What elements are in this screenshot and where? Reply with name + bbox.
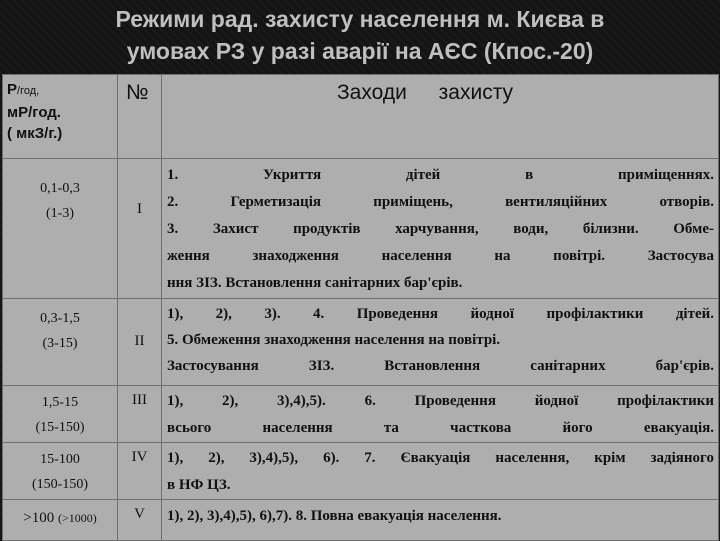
table-header-row (3, 75, 719, 159)
regime-number-cell: IV (118, 443, 162, 500)
title-line-1: Режими рад. захисту населення м. Києва в (115, 6, 605, 32)
measures-cell: 1), 2), 3),4),5), 6). 7. Євакуація населення, крім задіяного в НФ ЦЗ. (162, 443, 719, 500)
regime-number-cell: V (118, 500, 162, 541)
protection-regimes-table (2, 74, 719, 541)
regime-number-cell: I (118, 159, 162, 299)
table-row (3, 299, 719, 386)
title-line-2: умовах РЗ у разі аварії на АЄС (Кпос.-20) (126, 38, 594, 64)
table-row (3, 159, 719, 299)
measures-cell: 1), 2), 3). 4. Проведення йодної профілактики дітей. 5. Обмеження знаходження населення на повітрі. Застосування ЗІЗ. Встановлення санітарних бар'єрів. (162, 299, 719, 386)
table-row (3, 443, 719, 500)
table-row (3, 500, 719, 541)
header-measures: Заходи захисту (162, 75, 719, 159)
slide-title (0, 0, 720, 72)
regime-number-cell: III (118, 386, 162, 443)
regime-number-cell: II (118, 299, 162, 386)
measures-cell: 1. Укриття дітей в приміщеннях. 2. Герметизація приміщень, вентиляційних отворів. 3. Захист продуктів харчування, води, білизни. Обме- ження знаходження населення на повітрі. Застосува ння ЗІЗ. Встановлення санітарних бар'єрів. (162, 159, 719, 299)
dose-rate-cell: 0,1-0,3 (1-3) (3, 159, 118, 299)
header-number: № (118, 75, 162, 159)
dose-rate-cell: >100 (>1000) (3, 500, 118, 541)
dose-rate-cell: 0,3-1,5 (3-15) (3, 299, 118, 386)
header-dose-rate: Р/год, мР/год. ( мкЗ/г.) (3, 75, 118, 159)
measures-cell: 1), 2), 3),4),5), 6),7). 8. Повна евакуація населення. (162, 500, 719, 541)
dose-rate-cell: 15-100 (150-150) (3, 443, 118, 500)
dose-rate-cell: 1,5-15 (15-150) (3, 386, 118, 443)
table-row (3, 386, 719, 443)
measures-cell: 1), 2), 3),4),5). 6. Проведення йодної профілактики всього населення та часткова його евакуація. (162, 386, 719, 443)
